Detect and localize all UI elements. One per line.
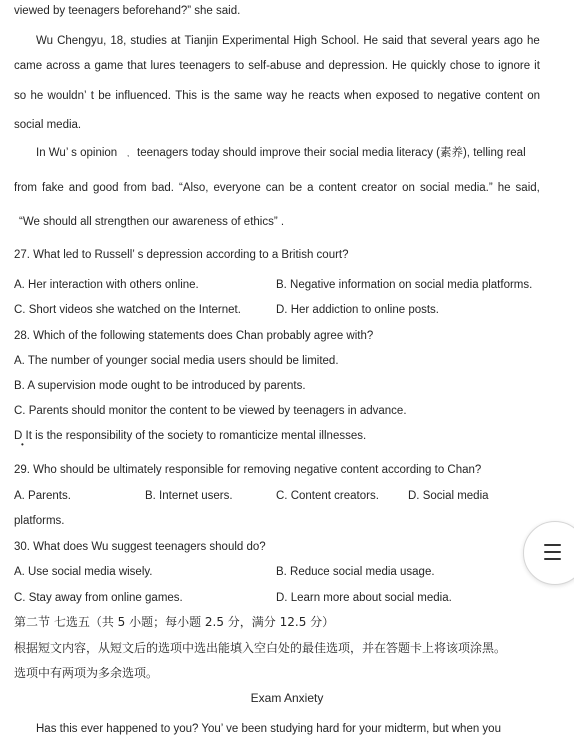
passage-line: social media. <box>14 119 82 131</box>
passage-line: from fake and good from bad. “Also, everyone can be a content creator on social media.” he said, <box>14 182 540 194</box>
question-option: D. Learn more about social media. <box>276 592 452 604</box>
passage-line: so he wouldn’ t be influenced. This is the same way he reacts when exposed to negative content on <box>14 90 540 102</box>
question-stem: 27. What led to Russell’ s depression according to a British court? <box>14 249 349 261</box>
question-option: C. Content creators. <box>276 490 379 502</box>
question-stem: 28. Which of the following statements does Chan probably agree with? <box>14 330 374 342</box>
question-option: A. The number of younger social media users should be limited. <box>14 355 339 367</box>
question-option: C. Short videos she watched on the Internet. <box>14 304 241 316</box>
question-option: B. Reduce social media usage. <box>276 566 435 578</box>
section-instruction: 根据短文内容，从短文后的选项中选出能填入空白处的最佳选项，并在答题卡上将该项涂黑。 <box>14 641 507 655</box>
question-option: A. Use social media wisely. <box>14 566 153 578</box>
question-option: D. Social media <box>408 490 489 502</box>
question-option-wrap: platforms. <box>14 515 65 527</box>
question-option: C. Parents should monitor the content to be viewed by teenagers in advance. <box>14 405 407 417</box>
question-option: B. Internet users. <box>145 490 233 502</box>
question-option: B. Negative information on social media platforms. <box>276 279 533 291</box>
question-option: B. A supervision mode ought to be introduced by parents. <box>14 380 306 392</box>
stray-comma: , <box>127 149 130 158</box>
question-stem: 29. Who should be ultimately responsible for removing negative content according to Chan? <box>14 464 482 476</box>
passage-line: Wu Chengyu, 18, studies at Tianjin Experimental High School. He said that several years ago he <box>36 35 540 47</box>
article-title: Exam Anxiety <box>250 691 324 705</box>
menu-button[interactable] <box>523 521 574 585</box>
passage-line: “We should all strengthen our awareness of ethics” . <box>19 216 285 228</box>
question-option: A. Her interaction with others online. <box>14 279 199 291</box>
hamburger-menu-icon <box>544 544 561 565</box>
section-heading: 第二节 七选五（共 5 小题；每小题 2.5 分，满分 12.5 分） <box>14 615 335 629</box>
article-line: Has this ever happened to you? You’ ve been studying hard for your midterm, but when you <box>36 723 501 735</box>
question-stem: 30. What does Wu suggest teenagers should do? <box>14 541 266 553</box>
stray-mark: • <box>21 440 24 449</box>
passage-line: viewed by teenagers beforehand?” she said. <box>14 5 241 17</box>
passage-line: came across a game that lures teenagers to self-abuse and depression. He quickly chose to ignore it <box>14 60 540 72</box>
section-instruction: 选项中有两项为多余选项。 <box>14 666 159 680</box>
question-option: C. Stay away from online games. <box>14 592 183 604</box>
passage-line: teenagers today should improve their social media literacy (素养), telling real <box>137 147 526 159</box>
passage-line: In Wu’ s opinion <box>36 147 118 159</box>
question-option: D It is the responsibility of the society to romanticize mental illnesses. <box>14 430 367 442</box>
question-option: A. Parents. <box>14 490 71 502</box>
question-option: D. Her addiction to online posts. <box>276 304 440 316</box>
